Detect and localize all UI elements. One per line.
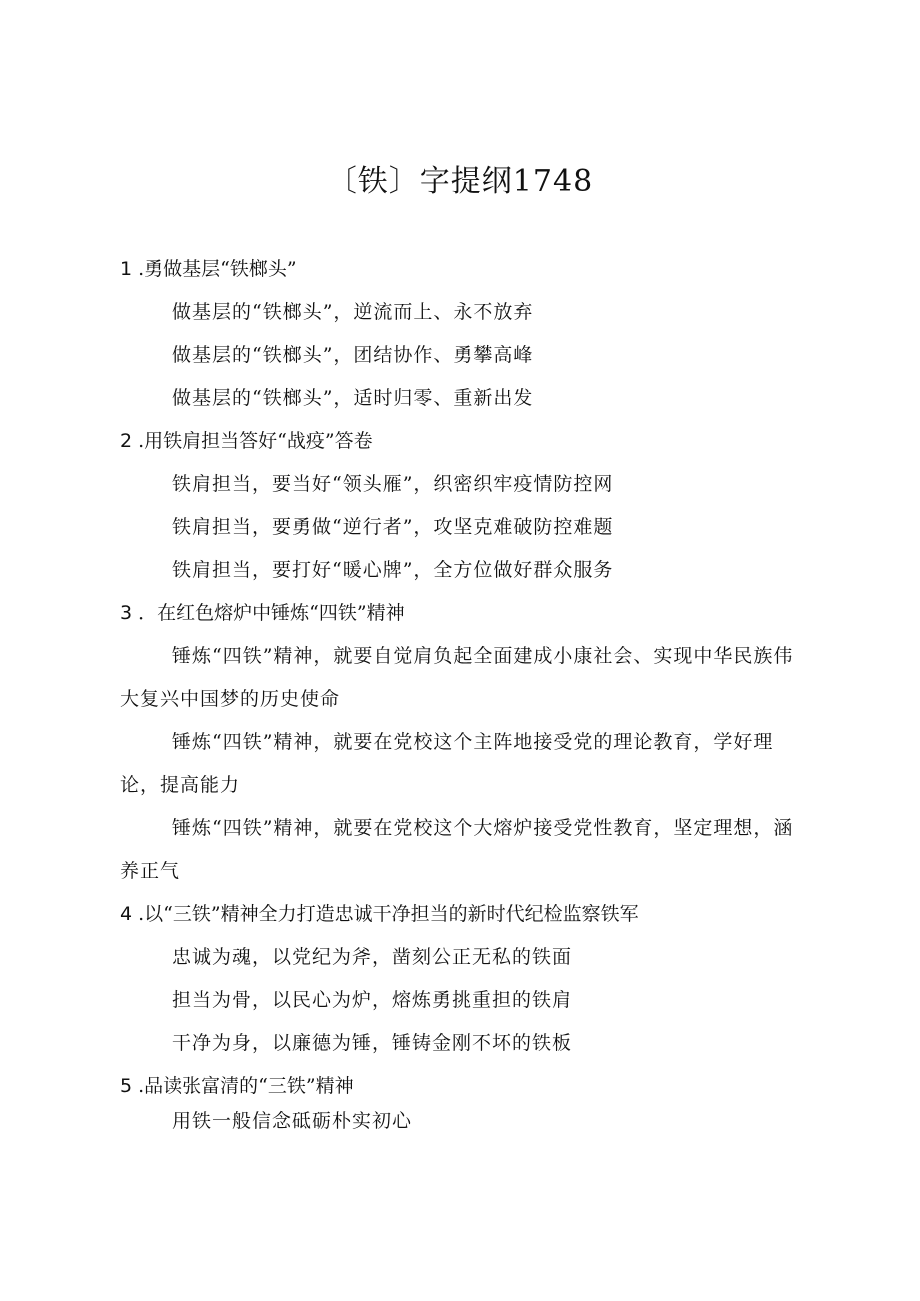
outline-item: 铁肩担当，要打好“暖心牌”，全方位做好群众服务 <box>172 559 614 581</box>
outline-item: 干净为身，以廉德为锤，锤铸金刚不坏的铁板 <box>172 1032 573 1054</box>
section-heading-text: .以“三铁”精神全力打造忠诚干净担当的新时代纪检监察铁军 <box>138 903 639 925</box>
document-title: 〔铁〕字提纲1748 <box>326 164 594 199</box>
outline-section-4 <box>120 893 805 1065</box>
outline-item: 担当为骨，以民心为炉，熔炼勇挑重担的铁肩 <box>172 989 573 1011</box>
outline-item: 忠诚为魂，以党纪为斧，凿刻公正无私的铁面 <box>172 946 573 968</box>
outline-item: 做基层的“铁榔头”，团结协作、勇攀高峰 <box>172 344 534 366</box>
outline-section-1 <box>120 248 805 420</box>
outline-item: 锤炼“四铁”精神，就要在党校这个大熔炉接受党性教育，坚定理想，涵养正气 <box>120 817 794 882</box>
section-number: 3 <box>120 602 133 624</box>
section-heading <box>120 420 805 463</box>
section-heading-text: .勇做基层“铁榔头” <box>138 258 297 280</box>
outline-section-2 <box>120 420 805 592</box>
outline-item: 做基层的“铁榔头”，逆流而上、永不放弃 <box>172 301 534 323</box>
section-number: 5 <box>120 1075 133 1097</box>
outline-body <box>120 248 805 1135</box>
section-heading <box>120 248 805 291</box>
outline-item: 用铁一般信念砥砺朴实初心 <box>172 1110 413 1132</box>
outline-item: 铁肩担当，要勇做“逆行者”，攻坚克难破防控难题 <box>172 516 614 538</box>
section-heading-text: ．在红色熔炉中锤炼“四铁”精神 <box>138 602 405 624</box>
outline-item: 锤炼“四铁”精神，就要自觉肩负起全面建成小康社会、实现中华民族伟大复兴中国梦的历史使命 <box>120 645 794 710</box>
outline-section-5 <box>120 1065 805 1135</box>
outline-section-3 <box>120 592 805 893</box>
outline-item: 做基层的“铁榔头”，适时归零、重新出发 <box>172 387 534 409</box>
section-number: 4 <box>120 903 133 925</box>
section-heading-text: .用铁肩担当答好“战疫”答卷 <box>138 430 373 452</box>
section-number: 1 <box>120 258 133 280</box>
section-number: 2 <box>120 430 133 452</box>
section-heading-text: .品读张富清的“三铁”精神 <box>138 1075 354 1097</box>
section-heading <box>120 592 805 635</box>
outline-item: 锤炼“四铁”精神，就要在党校这个主阵地接受党的理论教育，学好理论，提高能力 <box>120 731 774 796</box>
section-heading <box>120 893 805 936</box>
section-heading <box>120 1065 805 1108</box>
outline-item: 铁肩担当，要当好“领头雁”，织密织牢疫情防控网 <box>172 473 614 495</box>
